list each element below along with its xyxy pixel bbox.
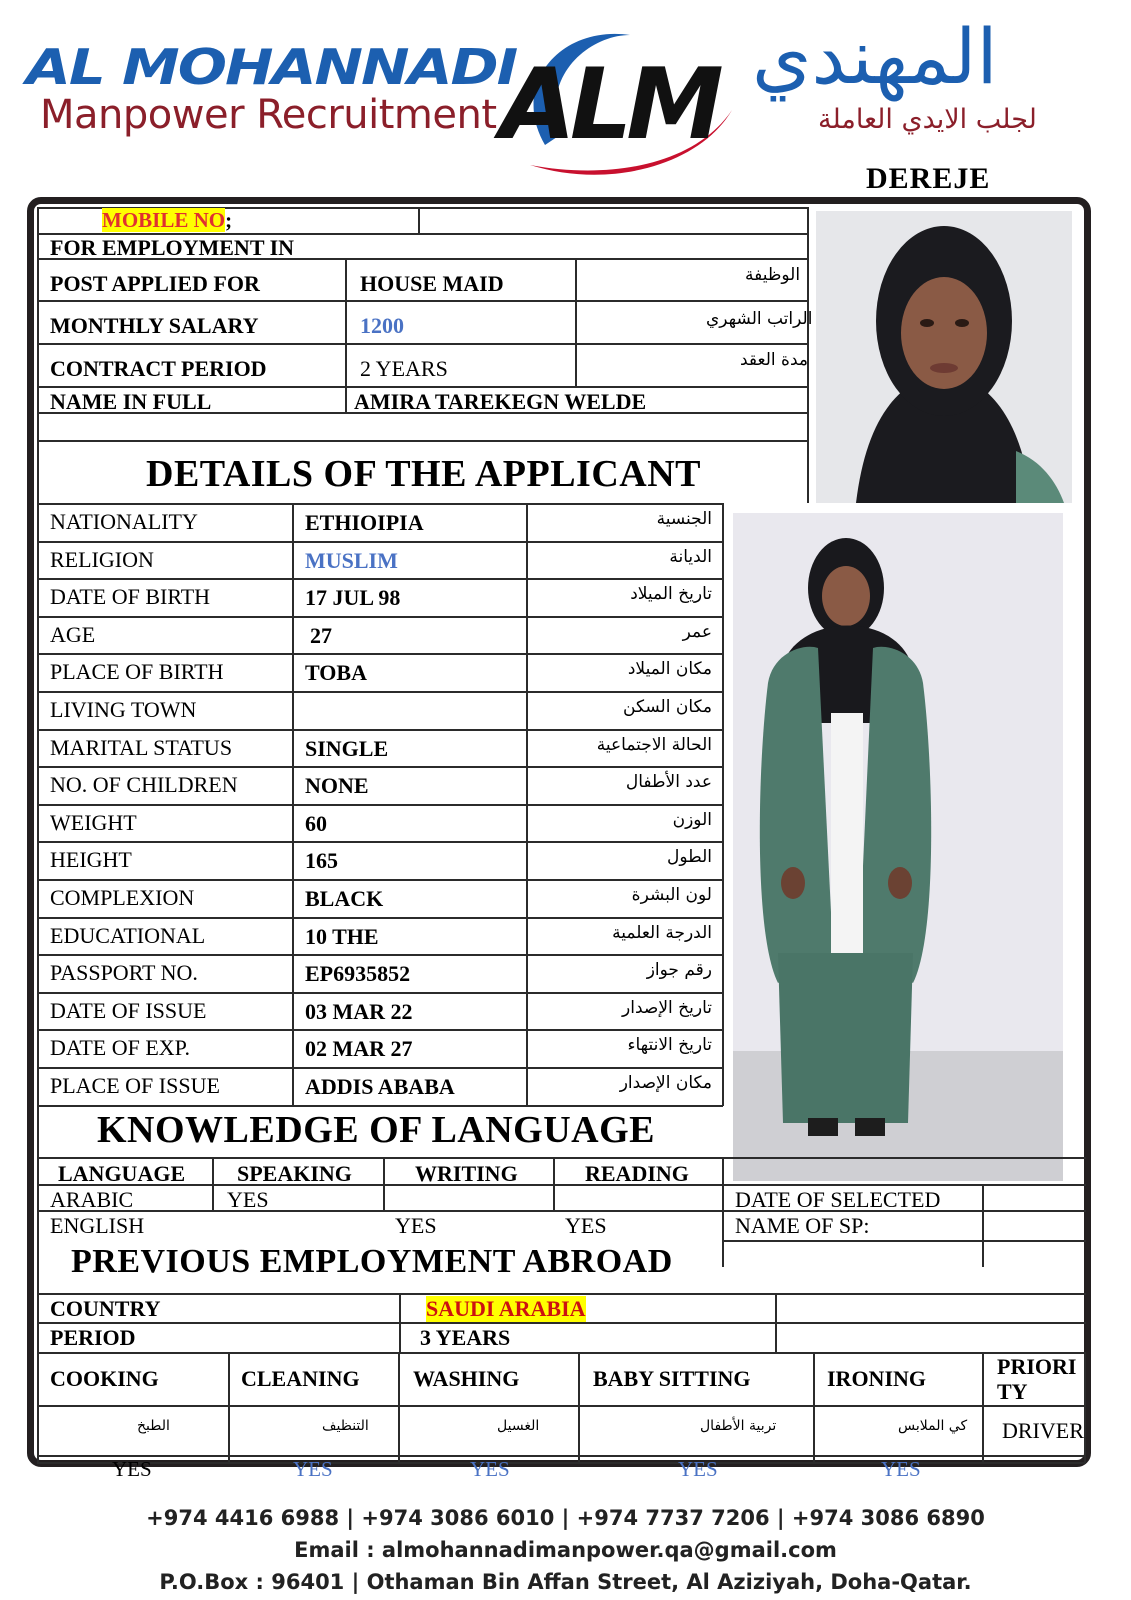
skill-value-washing: YES (470, 1457, 510, 1481)
footer-email: Email : almohannadimanpower.qa@gmail.com (294, 1538, 837, 1562)
detail-label-ar: رقم جواز (646, 960, 712, 980)
detail-row-divider (37, 1105, 723, 1107)
detail-value: SINGLE (305, 736, 389, 761)
contract-period-ar: مدة العقد (740, 350, 808, 370)
monthly-salary-label: MONTHLY SALARY (50, 313, 259, 338)
agent-name: DEREJE (866, 162, 991, 195)
details-title: DETAILS OF THE APPLICANT (146, 453, 702, 495)
company-subtitle-en: Manpower Recruitment (40, 92, 497, 138)
period-value: 3 YEARS (420, 1325, 511, 1350)
name-in-full-label: NAME IN FULL (50, 389, 212, 414)
country-value: SAUDI ARABIA (426, 1296, 586, 1321)
detail-row-divider (37, 616, 723, 618)
detail-label: EDUCATIONAL (50, 923, 206, 948)
footer-address: P.O.Box : 96401 | Othaman Bin Affan Street, Al Aziziyah, Doha-Qatar. (159, 1570, 972, 1594)
detail-value: EP6935852 (305, 961, 411, 986)
contract-period-label: CONTRACT PERIOD (50, 356, 267, 381)
detail-label-ar: تاريخ الإصدار (622, 998, 712, 1018)
skill-ar-washing: الغسيل (497, 1418, 540, 1434)
applicant-portrait-photo (816, 211, 1072, 503)
post-applied-label: POST APPLIED FOR (50, 271, 260, 296)
skill-header-ironing: IRONING (827, 1366, 927, 1391)
applicant-full-photo (733, 513, 1063, 1181)
lang-english-reading: YES (565, 1213, 607, 1238)
detail-label: NATIONALITY (50, 509, 198, 534)
lang-english: ENGLISH (50, 1213, 145, 1238)
company-name-ar: المهندي (752, 12, 998, 101)
for-employment-label: FOR EMPLOYMENT IN (50, 235, 295, 260)
detail-row-divider (37, 653, 723, 655)
previous-employment-title: PREVIOUS EMPLOYMENT ABROAD (71, 1243, 673, 1280)
detail-row-divider (37, 879, 723, 881)
skill-ar-cooking: الطبخ (137, 1418, 170, 1434)
detail-label: DATE OF EXP. (50, 1035, 190, 1060)
detail-label: LIVING TOWN (50, 697, 197, 722)
lang-header-writing: WRITING (415, 1161, 518, 1186)
skill-header-cleaning: CLEANING (241, 1366, 360, 1391)
detail-value: NONE (305, 773, 369, 798)
detail-label-ar: الحالة الاجتماعية (596, 735, 712, 755)
detail-label-ar: تاريخ الميلاد (630, 584, 712, 604)
detail-label-ar: الدرجة العلمية (612, 923, 712, 943)
detail-row-divider (37, 766, 723, 768)
skill-ar-baby-sitting: تربية الأطفال (700, 1418, 777, 1434)
detail-value: ADDIS ABABA (305, 1074, 455, 1099)
detail-row-divider (37, 954, 723, 956)
priority-value: DRIVER (1002, 1418, 1084, 1443)
lang-arabic: ARABIC (50, 1187, 134, 1212)
period-label: PERIOD (50, 1325, 136, 1350)
lang-header-language: LANGUAGE (58, 1161, 186, 1186)
skill-header-priority-1: PRIORI (997, 1354, 1077, 1379)
detail-label-ar: عمر (682, 622, 712, 642)
skill-value-ironing: YES (881, 1457, 921, 1481)
detail-row-divider (37, 1067, 723, 1069)
detail-row-divider (37, 917, 723, 919)
detail-label-ar: مكان الإصدار (619, 1073, 712, 1093)
detail-value: BLACK (305, 886, 384, 911)
detail-label: MARITAL STATUS (50, 735, 233, 760)
language-title: KNOWLEDGE OF LANGUAGE (97, 1109, 656, 1151)
detail-value: 27 (310, 623, 332, 648)
detail-label: PLACE OF ISSUE (50, 1073, 220, 1098)
detail-row-divider (37, 578, 723, 580)
company-subtitle-ar: لجلب الايدي العاملة (818, 104, 1037, 135)
company-name-en: AL MOHANNADI (26, 38, 517, 96)
skill-header-washing: WASHING (413, 1366, 520, 1391)
detail-value: 10 THE (305, 924, 379, 949)
detail-row-divider (37, 1029, 723, 1031)
detail-label: WEIGHT (50, 810, 137, 835)
detail-row-divider (37, 691, 723, 693)
alm-logo: ALM (500, 48, 718, 162)
detail-label-ar: تاريخ الانتهاء (627, 1035, 712, 1055)
detail-label: HEIGHT (50, 847, 132, 872)
mobile-label: MOBILE NO (102, 208, 226, 232)
mobile-suffix: ; (225, 208, 233, 232)
lang-header-reading: READING (585, 1161, 689, 1186)
detail-label: PASSPORT NO. (50, 960, 198, 985)
post-applied-value: HOUSE MAID (360, 271, 504, 296)
country-label: COUNTRY (50, 1296, 161, 1321)
detail-label-ar: الديانة (669, 547, 712, 567)
detail-row-divider (37, 804, 723, 806)
detail-value: 165 (305, 848, 338, 873)
detail-row-divider (37, 992, 723, 994)
post-applied-ar: الوظيفة (745, 265, 801, 285)
detail-row-divider (37, 841, 723, 843)
lang-english-writing: YES (395, 1213, 437, 1238)
detail-label: DATE OF ISSUE (50, 998, 207, 1023)
detail-value: 03 MAR 22 (305, 999, 413, 1024)
detail-label-ar: مكان السكن (623, 697, 712, 717)
detail-row-divider (37, 729, 723, 731)
detail-label: PLACE OF BIRTH (50, 659, 224, 684)
detail-label: COMPLEXION (50, 885, 195, 910)
footer-phones: +974 4416 6988 | +974 3086 6010 | +974 7737 7206 | +974 3086 6890 (146, 1506, 985, 1530)
name-in-full-value: AMIRA TAREKEGN WELDE (354, 389, 647, 414)
detail-label: AGE (50, 622, 96, 647)
detail-value: 17 JUL 98 (305, 585, 401, 610)
detail-value: ETHIOIPIA (305, 510, 424, 535)
detail-value: TOBA (305, 660, 367, 685)
detail-label-ar: مكان الميلاد (627, 659, 712, 679)
date-of-selected-label: DATE OF SELECTED (735, 1187, 941, 1212)
detail-label: RELIGION (50, 547, 154, 572)
detail-label: DATE OF BIRTH (50, 584, 211, 609)
skill-header-baby-sitting: BABY SITTING (593, 1366, 751, 1391)
detail-label-ar: الجنسية (656, 509, 712, 529)
contract-period-value: 2 YEARS (360, 356, 448, 381)
detail-label: NO. OF CHILDREN (50, 772, 238, 797)
detail-label-ar: عدد الأطفال (625, 772, 712, 792)
monthly-salary-value: 1200 (360, 313, 404, 338)
skill-header-priority-2: TY (997, 1379, 1028, 1404)
detail-value: MUSLIM (305, 548, 398, 573)
skill-header-cooking: COOKING (50, 1366, 159, 1391)
detail-value: 60 (305, 811, 327, 836)
skill-ar-ironing: كي الملابس (898, 1418, 968, 1434)
detail-value: 02 MAR 27 (305, 1036, 413, 1061)
skill-value-cooking: YES (112, 1457, 152, 1481)
detail-row-divider (37, 541, 723, 543)
lang-header-speaking: SPEAKING (237, 1161, 352, 1186)
monthly-salary-ar: الراتب الشهري (706, 309, 813, 329)
skill-ar-cleaning: التنظيف (322, 1418, 369, 1434)
detail-label-ar: الوزن (672, 810, 712, 830)
lang-arabic-speaking: YES (227, 1187, 269, 1212)
detail-label-ar: الطول (667, 847, 712, 867)
detail-label-ar: لون البشرة (631, 885, 712, 905)
name-of-sp-label: NAME OF SP: (735, 1213, 870, 1238)
skill-value-baby-sitting: YES (678, 1457, 718, 1481)
skill-value-cleaning: YES (293, 1457, 333, 1481)
